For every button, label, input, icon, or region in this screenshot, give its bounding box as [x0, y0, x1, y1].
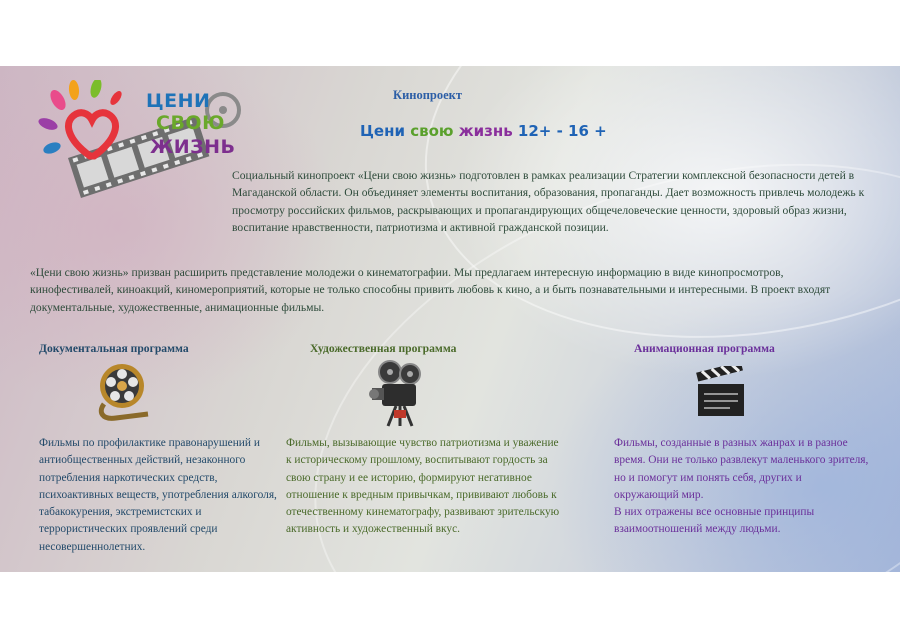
- project-logo: [38, 80, 253, 245]
- title-part: Цени: [360, 122, 411, 140]
- title-part: 12+ - 16 +: [517, 122, 607, 140]
- title-part: свою: [410, 122, 459, 140]
- main-title: [360, 122, 607, 140]
- program-title-documentary: Документальная программа: [39, 342, 189, 355]
- title-part: жизнь: [458, 122, 518, 140]
- program-title-animation: Анимационная программа: [634, 342, 775, 355]
- program-text-feature: Фильмы, вызывающие чувство патриотизма и уважение к историческому прошлому, воспитывают гордость за свою страну и ее историю, формируют негативное отношение к вредным привычкам, прививают любовь к отечественному кинематографу, развивают зрительскую активность и художественный вкус.: [286, 437, 560, 536]
- slide: [0, 66, 900, 572]
- logo-line3: ЖИЗНЬ: [150, 136, 236, 158]
- program-text-animation: Фильмы, созданные в разных жанрах и в разное время. Они не только развлекут маленького зрителя, но и помогут им понять себя, других и окружающий мир. В них отражены все основные принципы взаимоотношений между людьми.: [614, 437, 869, 536]
- intro-paragraph: Социальный кинопроект «Цени свою жизнь» подготовлен в рамках реализации Стратегии комплексной безопасности детей в Магаданской области. Он объединяет элементы воспитания, образования, пропаганды. Дает возможность привлечь молодежь к просмотру российских фильмов, раскрывающих и пропагандирующих общечеловеческие ценности, здоровый образ жизни, воспитание нравственности, патриотизма и активной гражданской позиции.: [232, 169, 865, 234]
- clapperboard-icon: [694, 366, 748, 423]
- movie-camera-icon: [368, 358, 430, 433]
- kicker-title: Кинопроект: [393, 88, 463, 102]
- film-reel-icon: [94, 360, 154, 429]
- program-text-documentary: Фильмы по профилактике правонарушений и антиобщественных действий, незаконного потребления наркотических средств, психоактивных веществ, употребления алкоголя, табакокурения, экстремистских и террористических проявлений среди несовершеннолетних.: [39, 437, 277, 553]
- description-paragraph: «Цени свою жизнь» призван расширить представление молодежи о кинематографии. Мы предлагаем интересную информацию в виде кинопросмотров, кинофестивалей, киноакций, киномероприятий, которые не только способны привить любовь к кино, а и быть познавательными и интересными. В проект входят документальные, художественные, анимационные фильмы.: [30, 266, 831, 314]
- logo-line1: ЦЕНИ: [146, 90, 211, 112]
- logo-line2: СВОЮ: [156, 112, 225, 134]
- program-title-feature: Художественная программа: [310, 342, 457, 355]
